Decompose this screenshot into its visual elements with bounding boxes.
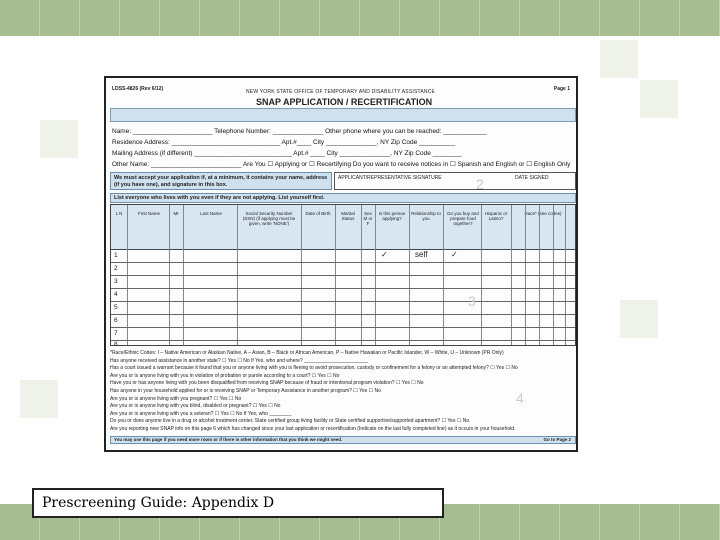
question-line: Has anyone in your household applied for or is receiving SNAP or Temporary Assistance in another program? ☐ Yes ☐ No bbox=[110, 387, 381, 394]
question-line: Are you or is anyone living with you in violation of probation or parole according to a court? ☐ Yes ☐ No bbox=[110, 372, 340, 379]
table-row-number: 6 bbox=[114, 317, 118, 324]
top-decorative-band bbox=[0, 0, 720, 36]
question-line: Have you or has anyone living with you been disqualified from receiving SNAP because of fraud or intentional program violation? ☐ Yes ☐ No bbox=[110, 380, 424, 387]
form-number: LDSS-4826 (Rev 6/12) bbox=[112, 86, 164, 92]
question-line: Are you or is anyone living with you a veteran? ☐ Yes ☐ No If Yes, who ________ bbox=[110, 410, 292, 417]
table-row-number: 3 bbox=[114, 278, 118, 285]
form-page-label: Page 1 bbox=[553, 86, 570, 92]
checkmark-icon: ✓ bbox=[381, 250, 388, 259]
office-use-strip bbox=[110, 108, 576, 122]
question-line: Are you or is anyone living with you pregnant? ☐ Yes ☐ No bbox=[110, 395, 242, 402]
question-line: Has a court issued a warrant because it found that you or anyone living with you is fleeing to avoid prosecution, custody or confinement for a felony or an attempted felony? ☐ Yes ☐ No bbox=[110, 365, 518, 372]
table-row-number: 8 bbox=[114, 341, 118, 348]
question-line: Do you or does anyone live in a drug or alcohol treatment center, State certified group living facility or State certified supportive/supported apartment? ☐ Yes ☐ No bbox=[110, 418, 470, 425]
household-table bbox=[110, 204, 576, 346]
col-relationship: Relationship to you bbox=[411, 211, 441, 221]
go-to-page-label: Go to Page 2 bbox=[543, 437, 571, 442]
table-row-number: 5 bbox=[114, 304, 118, 311]
background-square bbox=[600, 40, 638, 78]
date-signed-label: DATE SIGNED bbox=[515, 175, 549, 181]
race-codes-line: *Race/Ethnic Codes: I – Native American or Alaskan Native, A – Asian, B – Black or African American, P – Native Hawaiian or Pacific Islander, W – White, U – Unknown (PR Only) bbox=[110, 350, 504, 356]
eligibility-questions bbox=[110, 350, 576, 434]
table-row-line bbox=[111, 275, 575, 276]
applicant-info-lines bbox=[112, 126, 572, 170]
snap-application-form-image bbox=[104, 76, 578, 452]
household-list-bar: List everyone who lives with you even if they are not applying. List yourself first. bbox=[110, 193, 576, 203]
col-line-number: L N bbox=[115, 211, 123, 216]
table-row-number: 4 bbox=[114, 291, 118, 298]
background-square bbox=[640, 80, 678, 118]
table-row-line bbox=[111, 262, 575, 263]
signature-label: APPLICANT/REPRESENTATIVE SIGNATURE bbox=[338, 175, 442, 181]
col-last-name: Last Name bbox=[200, 211, 222, 216]
table-row-number: 1 bbox=[114, 252, 118, 259]
col-buy-prepare-food: Do you buy and prepare food together? bbox=[447, 211, 479, 226]
table-row-line bbox=[111, 340, 575, 341]
col-hispanic: Hispanic or Latino? bbox=[484, 211, 508, 221]
table-row-line bbox=[111, 301, 575, 302]
col-sex: Sex M or F bbox=[363, 211, 373, 226]
residence-address-line: Residence Address: ______________________________ Apt.#____ City ______________, NY Zip Code __________ bbox=[112, 139, 456, 146]
question-line: Has anyone received assistance in another state? ☐ Yes ☐ No If Yes, who and where? _______________________ bbox=[110, 357, 369, 364]
col-marital-status: Marital Status bbox=[341, 211, 355, 221]
col-first-name: First Name bbox=[137, 211, 160, 216]
bottom-note-bar bbox=[110, 436, 576, 444]
form-agency: NEW YORK STATE OFFICE OF TEMPORARY AND DISABILITY ASSISTANCE bbox=[246, 89, 436, 95]
table-row-line bbox=[111, 327, 575, 328]
col-race: Race* (see codes) bbox=[524, 211, 562, 216]
handwritten-mark: 3 bbox=[468, 293, 476, 309]
name-line: Name: ______________________ Telephone Number: ______________ Other phone where you can be reached: ____________ bbox=[112, 128, 487, 135]
household-table-header bbox=[111, 205, 575, 250]
table-row-number: 7 bbox=[114, 330, 118, 337]
question-line: Are you or is anyone living with you blind, disabled or pregnant? ☐ Yes ☐ No bbox=[110, 403, 281, 410]
col-ssn: Social Security Number (SSN) (if applying must be given, write 'NONE') bbox=[242, 211, 296, 226]
question-line: Are you reporting new SNAP info on this page 6 which has changed since your last application or recertification (Indicate on the last fully completed line) as it occurs in your household. bbox=[110, 425, 516, 432]
bottom-note: You may use this page if you need more room or if there is other information that you think we might need. bbox=[114, 437, 343, 442]
handwritten-mark: 4 bbox=[516, 390, 524, 406]
col-date-of-birth: Date of Birth bbox=[305, 211, 331, 216]
other-name-line: Other Name: _________________________ Are You ☐ Applying or ☐ Recertifying Do you want to receive notices in ☐ Spanish and English or ☐ English Only bbox=[112, 161, 571, 168]
background-square bbox=[620, 300, 658, 338]
form-title: SNAP APPLICATION / RECERTIFICATION bbox=[256, 97, 433, 107]
mailing-address-line: Mailing Address (if different) ___________________________ Apt.# ____ City ______________, NY Zip Code ________ bbox=[112, 150, 462, 157]
minimum-info-note: We must accept your application if, at a minimum, it contains your name, address (if you have one), and signature in this box. bbox=[110, 172, 332, 190]
handwritten-mark: 2 bbox=[476, 176, 484, 192]
background-square bbox=[20, 380, 58, 418]
table-row-line bbox=[111, 288, 575, 289]
col-middle-initial: MI bbox=[173, 211, 179, 216]
signature-box bbox=[334, 172, 576, 190]
relationship-self-value: self bbox=[415, 250, 428, 259]
col-applying: Is this person applying? bbox=[378, 211, 406, 221]
slide-caption: Prescreening Guide: Appendix D bbox=[32, 488, 444, 518]
background-square bbox=[40, 120, 78, 158]
table-row-line bbox=[111, 314, 575, 315]
table-row-number: 2 bbox=[114, 265, 118, 272]
checkmark-icon: ✓ bbox=[451, 250, 458, 259]
